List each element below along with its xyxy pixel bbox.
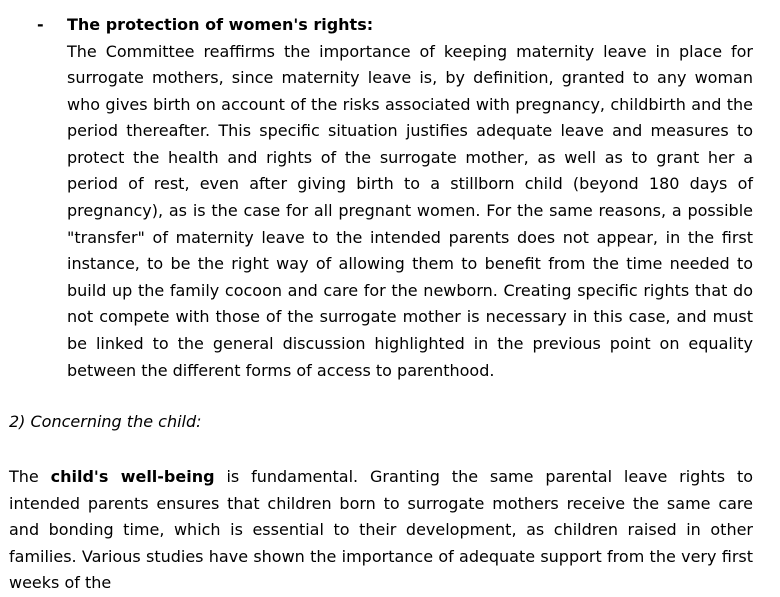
paragraph-intro: The (9, 467, 51, 486)
bullet-paragraph: The Committee reaffirms the importance of keeping maternity leave in place for surrogate mothers, since maternity leave is, by definition, granted to any woman who gives birth on account of the risks associated with pregnancy, childbirth and the period thereafter. This specific situation justifies adequate leave and measures to protect the health and rights of the surrogate mother, as well as to grant her a period of rest, even after giving birth to a stillborn child (beyond 180 days of pregnancy), as is the case for all pregnant women. For the same reasons, a possible "transfer" of maternity leave to the intended parents does not appear, in the first instance, to be the right way of allowing them to benefit from the time needed to build up the family cocoon and care for the newborn. Creating specific rights that do not compete with those of the surrogate mother is necessary in this case, and must be linked to the general discussion highlighted in the previous point on equality between the different forms of access to parenthood. (67, 41, 753, 380)
bullet-content (67, 12, 753, 384)
paragraph-rest: is fundamental. Granting the same parental leave rights to intended parents ensures that children born to surrogate mothers receive the same care and bonding time, which is essential to their development, as children raised in other families. Various studies have shown the importance of adequate support from the very first weeks of the (9, 467, 754, 593)
bullet-marker: - (37, 15, 44, 34)
section-heading: 2) Concerning the child: (9, 412, 202, 431)
child-paragraph (9, 464, 753, 597)
bullet-heading: The protection of women's rights: (67, 15, 374, 34)
paragraph-bold-term: child's well-being (50, 467, 215, 486)
